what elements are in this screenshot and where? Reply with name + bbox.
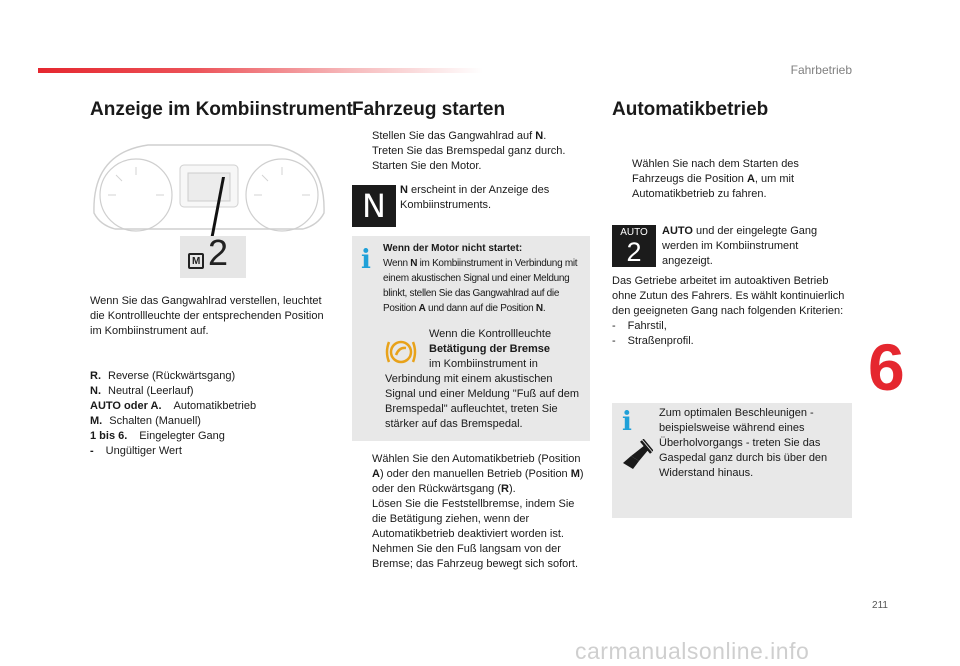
brake-note-line1: Wenn die Kontrollleuchte [429,328,552,340]
legend-key: AUTO oder A. [90,400,162,412]
acceleration-tip-note [612,403,852,518]
accelerator-pedal-icon [619,439,653,473]
n-indicator-text: N erscheint in der Anzeige des Kombiinstruments. [400,184,550,211]
brake-warning-note [352,324,590,441]
auto-indicator-chip [612,225,656,267]
col1-title: Anzeige im Kombiinstrument [90,99,353,120]
info-icon: i [361,245,371,275]
list-item: Lösen Sie die Feststellbremse, indem Sie die Betätigung ziehen, wenn der Automatikbetrieb deaktiviert worden ist. [372,498,575,540]
n-indicator-chip [352,185,396,227]
legend-key: N. [90,385,101,397]
legend-text: Eingelegter Gang [139,430,225,442]
header-accent-bar [38,68,483,73]
engine-start-note [352,236,590,324]
legend-item [90,384,330,399]
list-item: Wählen Sie nach dem Starten des Fahrzeugs die Position A, um mit Automatikbetrieb zu fahren. [632,158,799,200]
gear-legend [90,369,330,459]
watermark: carmanualsonline.info [575,638,810,664]
list-item: Starten Sie den Motor. [372,160,482,172]
auto-indicator-label: AUTO [620,227,648,238]
legend-key: - [90,445,94,457]
list-item: Treten Sie das Bremspedal ganz durch. [372,145,566,157]
tip-text: Zum optimalen Beschleunigen - beispielsweise während eines Überholvorgangs - treten Sie das Gaspedal ganz durch bis über den Widerstand hinaus. [659,407,828,479]
drive-steps [352,452,590,572]
legend-text: Automatikbetrieb [173,400,257,412]
legend-text: Reverse (Rückwärtsgang) [108,370,236,382]
list-item: - Straßenprofil. [612,335,694,347]
cluster-gear-digit: 2 [208,232,229,273]
legend-item [90,429,330,444]
legend-key: 1 bis 6. [90,430,128,442]
n-indicator-letter: N [362,187,386,225]
auto-description: Das Getriebe arbeitet im autoaktiven Betrieb ohne Zutun des Fahrers. Es wählt kontinuierlich den geeigneten Gang nach folgenden Kriterien: [612,275,845,317]
chapter-number: 6 [868,330,905,404]
start-steps [352,129,587,174]
info-icon: i [622,407,632,437]
note-text: Wenn N im Kombiinstrument in Verbindung mit einem akustischen Signal und einer Meldung blinkt, stellen Sie das Gangwahlrad auf die Position A und dann auf die Position N. [383,258,578,314]
legend-item [90,444,330,459]
brake-note-title: Betätigung der Bremse [429,343,551,355]
list-item: Stellen Sie das Gangwahlrad auf N. [372,130,547,142]
legend-key: R. [90,370,101,382]
legend-text: Neutral (Leerlauf) [108,385,194,397]
page-number: 211 [872,600,888,611]
auto-step [612,157,812,202]
list-item: Wählen Sie den Automatikbetrieb (Position A) oder den manuellen Betrieb (Position M) oder den Rückwärtsgang (R). [372,453,584,495]
list-item: - Fahrstil, [612,320,667,332]
note-title: Wenn der Motor nicht startet: [383,243,523,254]
list-item: Nehmen Sie den Fuß langsam von der Bremse; das Fahrzeug bewegt sich sofort. [372,543,579,570]
col1-description: Wenn Sie das Gangwahlrad verstellen, leuchtet die Kontrollleuchte der entsprechenden Position im Kombiinstrument auf. [90,295,324,337]
auto-indicator-digit: 2 [626,237,642,267]
legend-text: Ungültiger Wert [105,445,182,457]
legend-item [90,399,330,414]
legend-text: Schalten (Manuell) [109,415,201,427]
col2-title: Fahrzeug starten [352,99,506,120]
col3-title: Automatikbetrieb [612,99,769,120]
legend-item [90,369,330,384]
brake-note-text: im Kombiinstrument in Verbindung mit einem akustischen Signal und einer Meldung "Fuß auf dem Bremspedal" aufleuchtet, treten Sie stärker auf das Bremspedal. [385,358,580,430]
cluster-mode-letter: M [192,256,201,267]
criteria-list [612,319,854,349]
section-title: Fahrbetrieb [790,63,852,77]
auto-indicator-text: AUTO und der eingelegte Gang werden im Kombiinstrument angezeigt. [662,225,818,267]
legend-key: M. [90,415,103,427]
legend-item [90,414,330,429]
